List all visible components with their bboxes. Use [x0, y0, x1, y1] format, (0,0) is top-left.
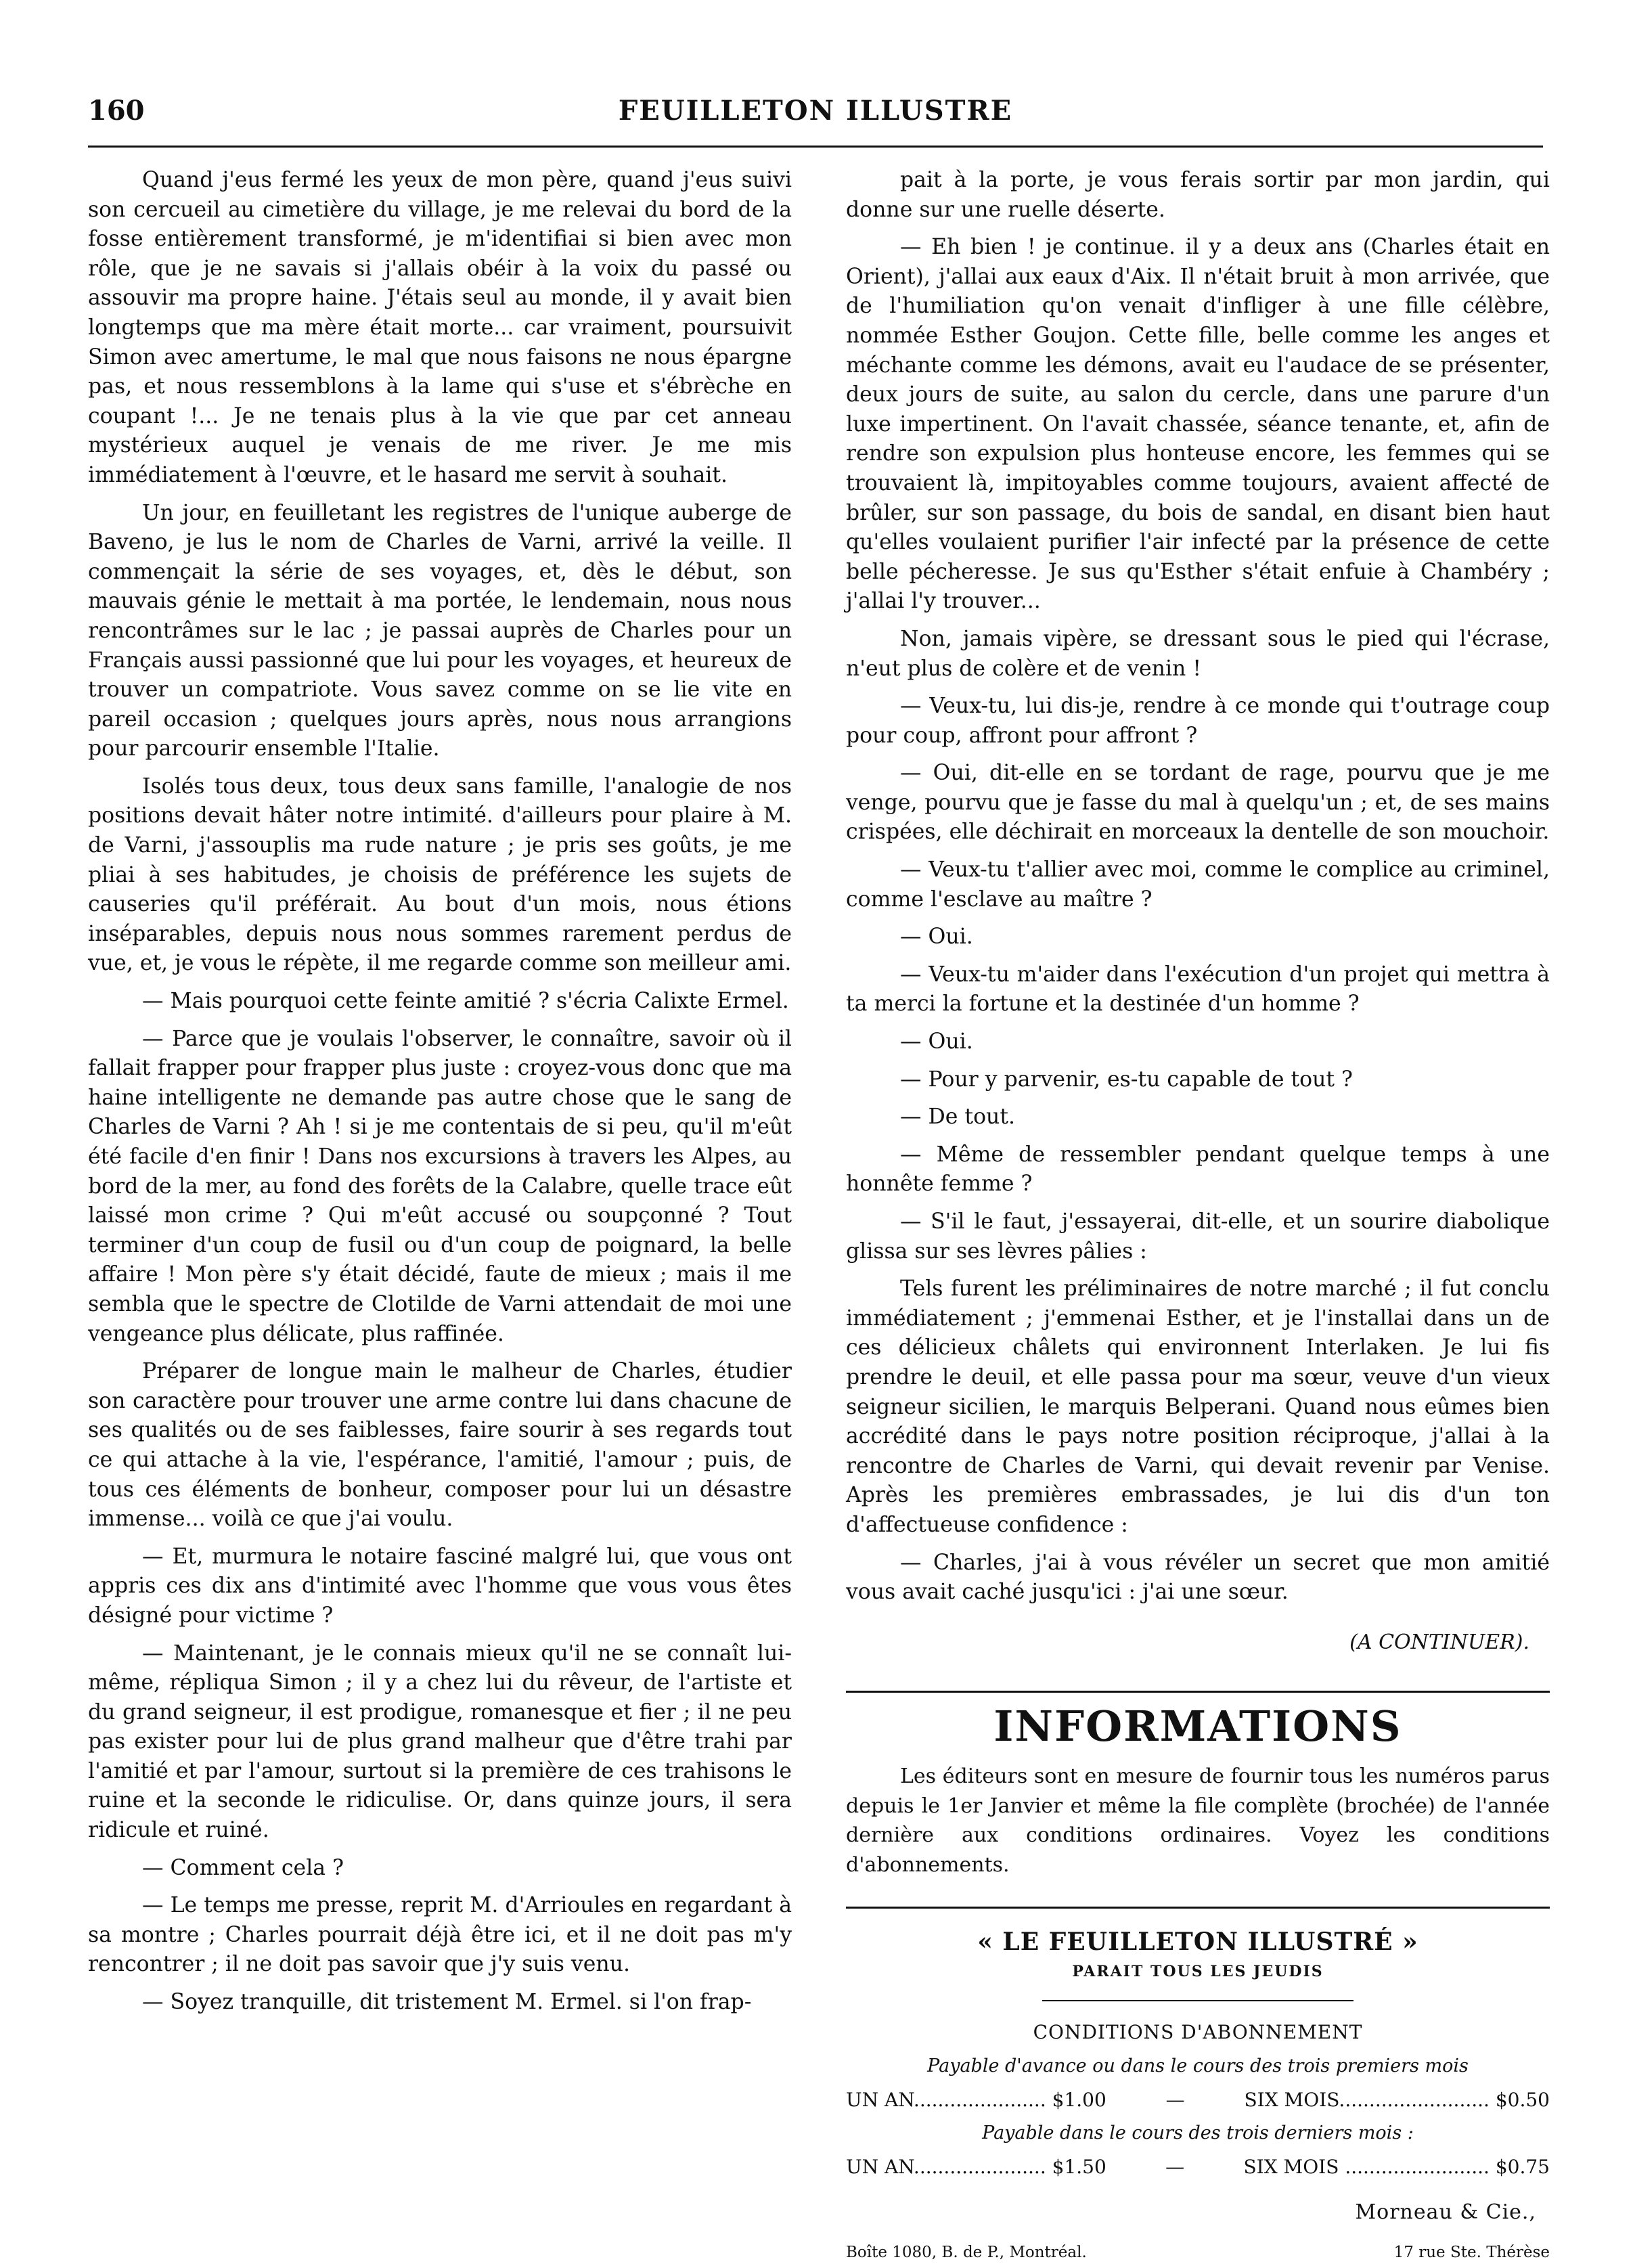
paragraph: — Veux-tu m'aider dans l'exécution d'un projet qui mettra à ta merci la fortune et la destinée d'un homme ? — [846, 962, 1550, 1017]
page-number: 160 — [88, 95, 145, 127]
paragraph: — Oui, dit-elle en se tordant de rage, pourvu que je me venge, pourvu que je fasse du mal à quelqu'un ; et, de ses mains crispées, elle déchirait en morceaux la dentelle de son mouchoir. — [846, 761, 1550, 845]
paragraph: — Charles, j'ai à vous révéler un secret que mon amitié vous avait caché jusqu'ici : j'ai une sœur. — [846, 1550, 1550, 1605]
subscription-rule — [846, 1907, 1550, 1909]
rate-six-months: SIX MOIS......................... $0.50 — [1244, 2088, 1550, 2111]
paragraph: — Le temps me presse, reprit M. d'Arrioules en regardant à sa montre ; Charles pourrait déjà être ici, et il ne doit pas m'y rencontrer ; il ne doit pas savoir que j'y suis venu. — [88, 1893, 792, 1977]
publisher-address — [846, 2238, 1550, 2268]
rate-separator: — — [1165, 2088, 1185, 2111]
paragraph: Un jour, en feuilletant les registres de l'unique auberge de Baveno, je lus le nom de Charles de Varni, arrivé la veille. Il commençait la série de ses voyages, et, dès le début, son mauvais génie le mettait à ma portée, le lendemain, nous nous rencontrâmes sur le lac ; je passai auprès de Charles pour un Français aussi passionné que lui pour les voyages, et heureux de trouver un compatriote. Vous savez comme on se lie vite en pareil occasion ; quelques jours après, nous nous arrangions pour parcourir ensemble l'Italie. — [88, 500, 792, 761]
paragraph: — Oui. — [900, 925, 973, 950]
subscription-short-rule — [1042, 2000, 1354, 2001]
advance-payment-note: Payable d'avance ou dans le cours des trois premiers mois — [927, 2055, 1469, 2077]
paragraph: — Veux-tu, lui dis-je, rendre à ce monde qui t'outrage coup pour coup, affront pour affront ? — [846, 694, 1550, 748]
rate-year: UN AN...................... $1.00 — [846, 2088, 1106, 2111]
running-title: FEUILLETON ILLUSTRE — [618, 95, 1013, 127]
paragraph: — S'il le faut, j'essayerai, dit-elle, et un sourire diabolique glissa sur ses lèvres pâlies : — [846, 1209, 1550, 1264]
paragraph: — Parce que je voulais l'observer, le connaître, savoir où il fallait frapper pour frapper plus juste : croyez-vous donc que ma haine intelligente ne demande pas autre chose que le sang de Charles de Varni ? Ah ! si je me contentais de si peu, qu'il m'eût été facile d'en finir ! Dans nos excursions à travers les Alpes, au bord de la mer, au fond des forêts de la Calabre, quelle trace eût laissé mon crime ? Qui m'eût accusé ou soupçonné ? Tout terminer d'un coup de fusil ou d'un coup de poignard, la belle affaire ! Mon père s'y était décidé, faute de mieux ; mais il me sembla que le spectre de Clotilde de Varni attendait de moi une vengeance plus délicate, plus raffinée. — [88, 1026, 792, 1346]
paragraph: Tels furent les préliminaires de notre marché ; il fut conclu immédiatement ; j'emmenai Esther, et je l'installai dans un de ces délicieux châlets qui environnent Interlaken. Je lui fis prendre le deuil, et elle passa pour ma sœur, veuve d'un vieux seigneur sicilien, le marquis Belperani. Quand nous eûmes bien accrédité dans le pays notre position réciproque, j'allai à la rencontre de Charles de Varni, qui devait revenir par Venise. Après les premières embrassades, je lui dis d'un ton d'affectueuse confidence : — [846, 1276, 1550, 1537]
subscription-title: « LE FEUILLETON ILLUSTRÉ » — [977, 1928, 1418, 1957]
paragraph: — Soyez tranquille, dit tristement M. Ermel. si l'on frap- — [142, 1990, 752, 2015]
address-postal: Boîte 1080, B. de P., Montréal. — [846, 2244, 1087, 2262]
rate-six-months: SIX MOIS ........................ $0.75 — [1243, 2155, 1550, 2178]
right-column — [846, 166, 1550, 2268]
paragraph: — Et, murmura le notaire fasciné malgré lui, que vous ont appris ces dix ans d'intimité avec l'homme que vous vous êtes désigné pour victime ? — [88, 1544, 792, 1628]
subscription-subtitle: PARAIT TOUS LES JEUDIS — [1072, 1962, 1324, 1980]
paragraph: — Comment cela ? — [142, 1855, 344, 1880]
paragraph: Quand j'eus fermé les yeux de mon père, quand j'eus suivi son cercueil au cimetière du village, je me relevai du bord de la fosse entièrement transformé, je m'identifiai si bien avec mon rôle, que je ne savais si j'allais obéir à la voix du passé ou assouvir ma propre haine. J'étais seul au monde, il y avait bien longtemps que ma mère était morte... car vraiment, poursuivit Simon avec amertume, le mal que nous faisons ne nous épargne pas, et nous ressemblons à la lame qui s'use et s'ébrèche en coupant !... Je ne tenais plus à la vie que par cet anneau mystérieux auquel je venais de me river. Je me mis immédiatement à l'œuvre, et le hasard me servit à souhait. — [88, 168, 792, 487]
paragraph: Isolés tous deux, tous deux sans famille, l'analogie de nos positions devait hâter notre intimité. d'ailleurs pour plaire à M. de Varni, j'assouplis ma rude nature ; je pris ses goûts, je me pliai à ses habitudes, je choisis de préférence les sujets de causeries qu'il préférait. Au bout d'un mois, nous étions inséparables, depuis nous nous sommes rarement perdus de vue, et, je vous le répète, il me regarde comme son meilleur ami. — [88, 774, 792, 976]
to-be-continued: (A CONTINUER). — [1349, 1630, 1529, 1654]
informations-title: INFORMATIONS — [993, 1702, 1402, 1752]
informations-text: Les éditeurs sont en mesure de fournir tous les numéros parus depuis le 1er Janvier et même la file complète (brochée) de l'année dernière aux conditions ordinaires. Voyez les conditions d'abonnements. — [846, 1764, 1550, 1877]
address-street: 17 rue Ste. Thérèse — [1393, 2244, 1550, 2262]
rate-separator: — — [1165, 2155, 1185, 2178]
paragraph: — Oui. — [900, 1029, 973, 1054]
paragraph: — Même de ressembler pendant quelque temps à une honnête femme ? — [846, 1142, 1550, 1197]
rate-row-advance — [846, 2085, 1550, 2115]
rate-year: UN AN...................... $1.50 — [846, 2155, 1106, 2178]
paragraph: — De tout. — [900, 1105, 1016, 1130]
paragraph: Préparer de longue main le malheur de Charles, étudier son caractère pour trouver une arme contre lui dans chacune de ses qualités ou de ses faiblesses, faire sourir à ses regards tout ce qui attache à la vie, l'espérance, l'amitié, l'amour ; puis, de tous ces éléments de bonheur, composer pour lui un désastre immense... voilà ce que j'ai voulu. — [88, 1359, 792, 1532]
publisher-name: Morneau & Cie., — [1355, 2200, 1536, 2225]
paragraph: — Maintenant, je le connais mieux qu'il ne se connaît lui-même, répliqua Simon ; il y a chez lui du rêveur, de l'artiste et du grand seigneur, il est prodigue, romanesque et fier ; il ne peu pas exister pour lui de plus grand malheur que d'être trahi par l'amitié et par l'amour, surtout si la première de ces trahisons le ruine et la seconde le ridiculise. Or, dans quinze jours, il sera ridicule et ruiné. — [88, 1641, 792, 1843]
paragraph: — Eh bien ! je continue. il y a deux ans (Charles était en Orient), j'allai aux eaux d'Aix. Il n'était bruit à mon arrivée, que de l'humiliation qu'on venait d'infliger à une fille célèbre, nommée Esther Goujon. Cette fille, belle comme les anges et méchante comme les démons, avait eu l'audace de se présenter, deux jours de suite, au salon du cercle, dans une parure d'un luxe impertinent. On l'avait chassée, séance tenante, et, afin de rendre son expulsion plus honteuse encore, les femmes qui se trouvaient là, impitoyables comme toujours, avaient affecté de brûler, sur son passage, du bois de sandal, en disant bien haut qu'elles voulaient purifier l'air infecté par la présence de cette belle pécheresse. Je sus qu'Esther s'était enfuie à Chambéry ; j'allai l'y trouver... — [846, 235, 1550, 614]
informations-rule — [846, 1691, 1550, 1693]
conditions-title: CONDITIONS D'ABONNEMENT — [1033, 2021, 1363, 2044]
paragraph: — Veux-tu t'allier avec moi, comme le complice au criminel, comme l'esclave au maître ? — [846, 858, 1550, 912]
paragraph: — Mais pourquoi cette feinte amitié ? s'écria Calixte Ermel. — [142, 989, 789, 1014]
paragraph: pait à la porte, je vous ferais sortir par mon jardin, qui donne sur une ruelle déserte. — [846, 168, 1550, 222]
late-payment-note: Payable dans le cours des trois derniers mois : — [982, 2122, 1414, 2144]
header-rule — [88, 146, 1543, 148]
paragraph: Non, jamais vipère, se dressant sous le pied qui l'écrase, n'eut plus de colère et de venin ! — [846, 626, 1550, 681]
rate-row-late — [846, 2152, 1550, 2182]
left-column — [88, 166, 792, 2026]
page-header — [88, 95, 1543, 135]
paragraph: — Pour y parvenir, es-tu capable de tout ? — [900, 1067, 1353, 1092]
